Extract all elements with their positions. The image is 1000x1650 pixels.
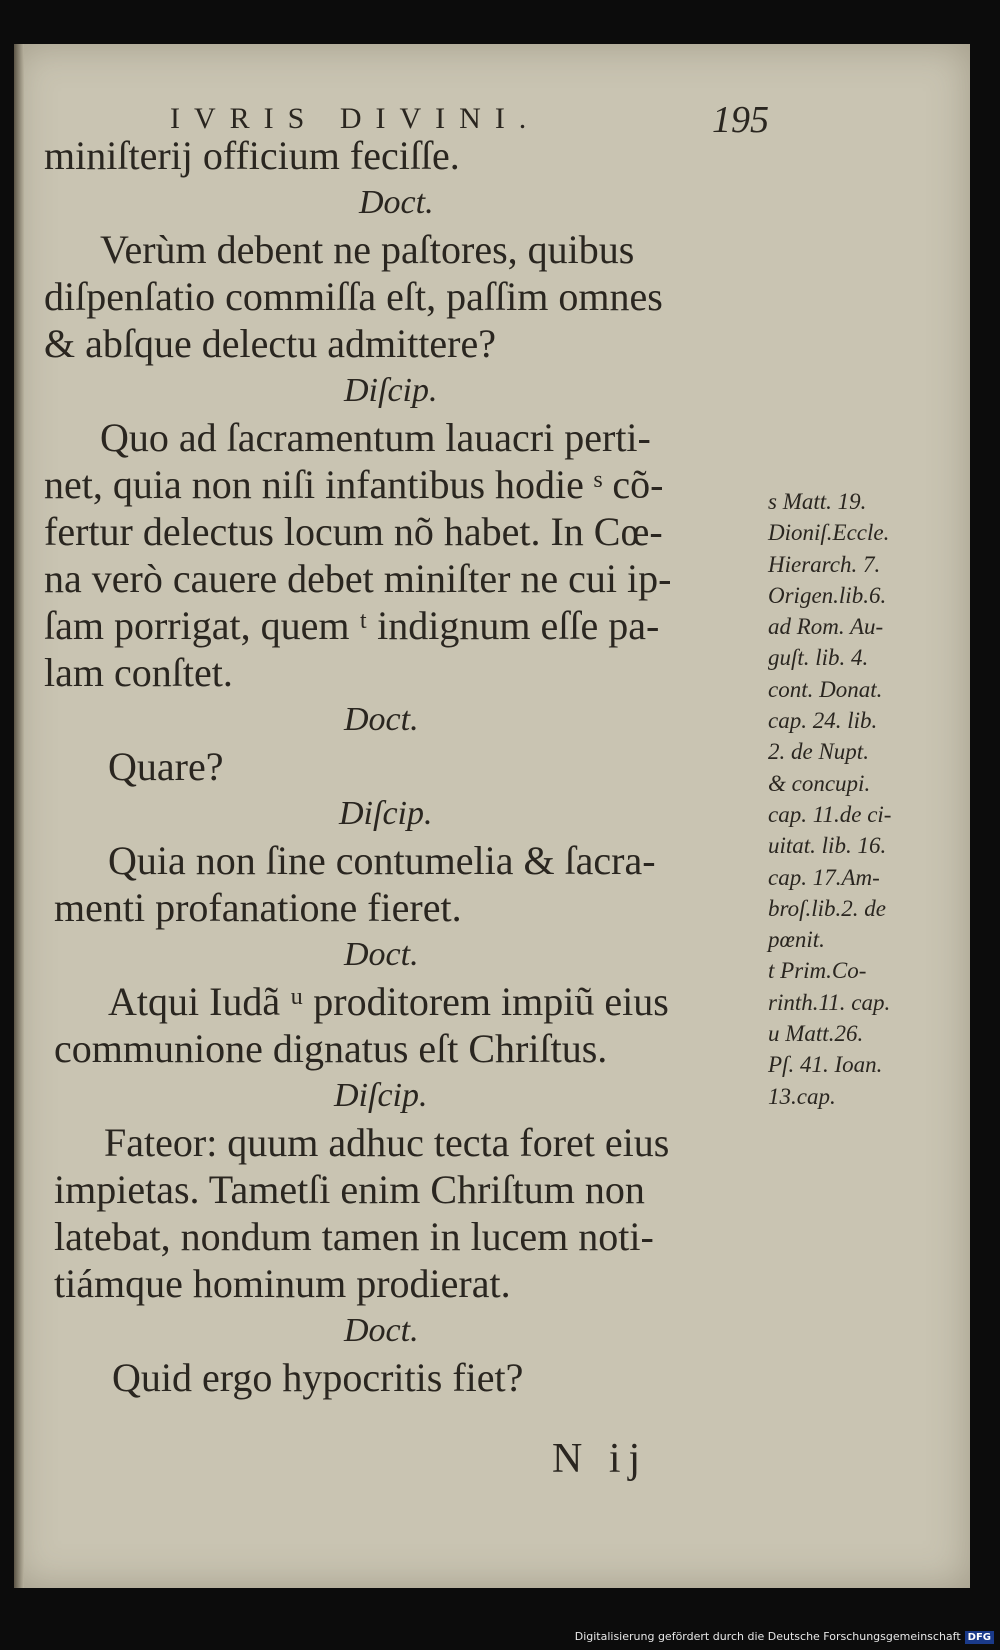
text-line: Atqui Iudã ᵘ proditorem impiũ eius: [108, 979, 669, 1024]
marginal-note-line: 13.cap.: [768, 1083, 836, 1109]
marginal-note-line: cap. 24. lib.: [768, 708, 878, 734]
text-line: communione dignatus eſt Chriſtus.: [54, 1026, 608, 1071]
marginal-note-line: rinth.11. cap.: [768, 989, 891, 1015]
text-line: Quid ergo hypocritis fiet?: [112, 1355, 524, 1400]
speaker-label: Doct.: [344, 701, 419, 738]
text-line: tiámque hominum prodierat.: [54, 1261, 511, 1306]
text-line: Quia non ſine contumelia & ſacra-: [108, 838, 656, 883]
marginal-note-line: Pſ. 41. Ioan.: [768, 1052, 883, 1078]
marginal-note-line: guſt. lib. 4.: [768, 645, 869, 671]
speaker-label: Diſcip.: [334, 1077, 428, 1114]
marginal-notes: [768, 486, 938, 1112]
dfg-logo: DFG: [965, 1631, 994, 1644]
marginal-note-line: 2. de Nupt.: [768, 739, 869, 765]
marginal-note-line: t Prim.Co-: [768, 958, 867, 984]
text-line: Fateor: quum adhuc tecta foret eius: [104, 1120, 670, 1165]
text-line: ſam porrigat, quem ᵗ indignum eſſe pa-: [44, 603, 660, 648]
speaker-label: Diſcip.: [339, 795, 433, 832]
text-line: Quare?: [108, 744, 224, 789]
text-line: diſpenſatio commiſſa eſt, paſſim omnes: [44, 274, 663, 319]
text-line: net, quia non niſi infantibus hodie ˢ cõ-: [44, 462, 664, 507]
page-edge: [14, 44, 24, 1588]
marginal-note-line: uitat. lib. 16.: [768, 833, 887, 859]
speaker-label: Doct.: [344, 1312, 419, 1349]
marginal-note-line: cap. 11.de ci-: [768, 801, 892, 827]
marginal-note-line: Hierarch. 7.: [768, 551, 881, 577]
speaker-label: Doct.: [359, 184, 434, 221]
text-line: miniſterij officium feciſſe.: [44, 133, 460, 178]
text-line: Quo ad ſacramentum lauacri perti-: [100, 415, 651, 460]
footer-credit: [575, 1630, 994, 1644]
marginal-note-line: broſ.lib.2. de: [768, 895, 886, 921]
text-line: & abſque delectu admittere?: [44, 321, 497, 366]
marginal-note-line: cont. Donat.: [768, 676, 883, 702]
speaker-label: Diſcip.: [344, 372, 438, 409]
marginal-note-line: cap. 17.Am-: [768, 864, 880, 890]
text-line: Verùm debent ne paſtores, quibus: [100, 227, 635, 272]
text-line: menti profanatione fieret.: [54, 885, 462, 930]
marginal-note-line: Dioniſ.Eccle.: [768, 520, 890, 546]
text-line: impietas. Tametſi enim Chriſtum non: [54, 1167, 645, 1212]
text-line: latebat, nondum tamen in lucem noti-: [54, 1214, 654, 1259]
marginal-note-line: ad Rom. Au-: [768, 614, 884, 640]
marginal-note-line: u Matt.26.: [768, 1021, 864, 1047]
footer-credit-text: Digitalisierung gefördert durch die Deutsche Forschungsgemeinschaft: [574, 1630, 961, 1643]
page-number: 195: [712, 99, 769, 141]
marginal-note-line: Origen.lib.6.: [768, 582, 887, 608]
text-line: na verò cauere debet miniſter ne cui ip-: [44, 556, 672, 601]
running-title: IVRIS DIVINI.: [170, 102, 541, 135]
body-text: [44, 132, 764, 1401]
speaker-label: Doct.: [344, 936, 419, 973]
marginal-note-line: pœnit.: [768, 927, 825, 953]
signature-mark: N ij: [552, 1436, 649, 1482]
text-line: lam conſtet.: [44, 650, 233, 695]
marginal-note-line: & concupi.: [768, 770, 871, 796]
marginal-note-line: s Matt. 19.: [768, 489, 867, 514]
text-line: fertur delectus locum nõ habet. In Cœ-: [44, 509, 663, 554]
